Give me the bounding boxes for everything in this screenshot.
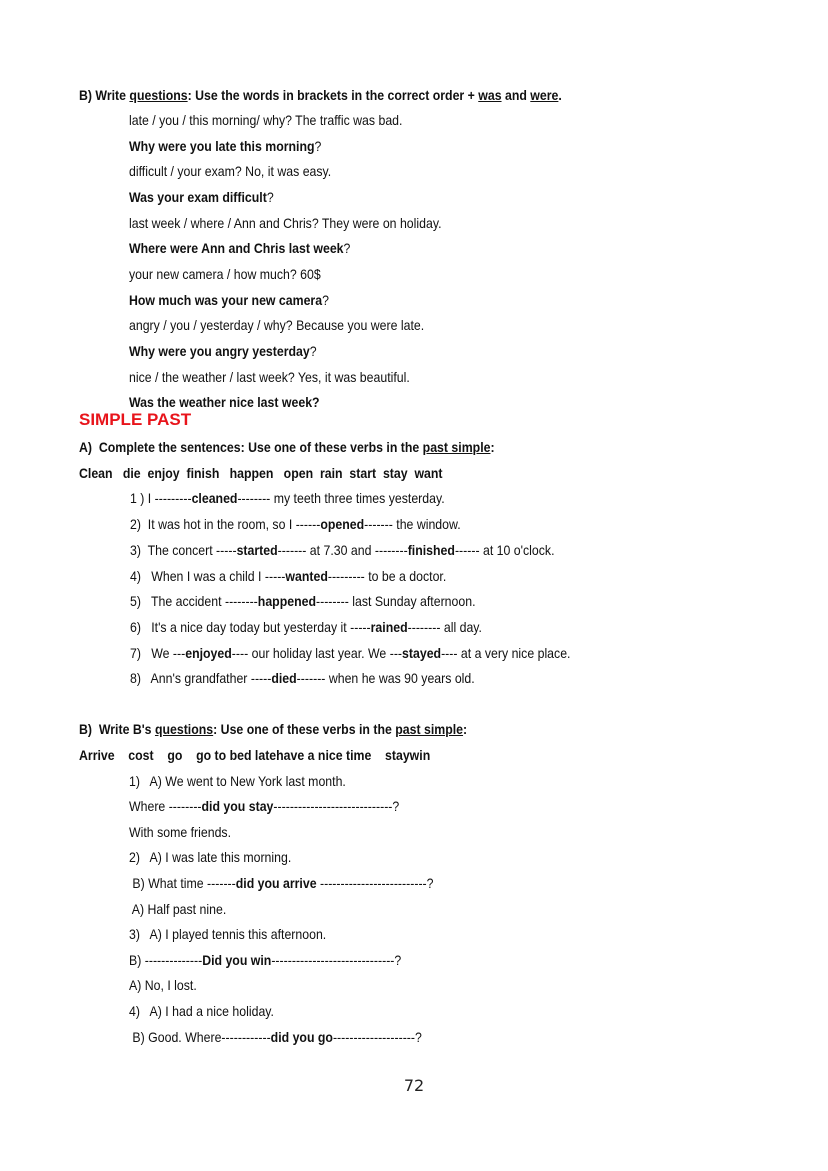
exercise-item: 7) We ---enjoyed---- our holiday last year. We ---stayed---- at a very nice place. [130, 645, 571, 661]
exercise-item: 1 ) I ---------cleaned-------- my teeth three times yesterday. [130, 490, 445, 506]
exercise-item: 5) The accident --------happened-------- last Sunday afternoon. [130, 593, 476, 609]
section-a-heading: A) Complete the sentences: Use one of these verbs in the past simple: [79, 439, 495, 455]
answer-line: Where were Ann and Chris last week? [129, 240, 351, 256]
answer-line: Was the weather nice last week? [129, 394, 320, 410]
prompt-line: nice / the weather / last week? Yes, it was beautiful. [129, 369, 410, 385]
dialogue-line: 2) A) I was late this morning. [129, 849, 292, 865]
answer-line: Why were you angry yesterday? [129, 343, 317, 359]
prompt-line: last week / where / Ann and Chris? They were on holiday. [129, 215, 442, 231]
dialogue-line: B) What time -------did you arrive --------------------------? [129, 875, 434, 891]
section-title: SIMPLE PAST [79, 410, 192, 429]
page-number: 72 [403, 1076, 425, 1095]
prompt-line: late / you / this morning/ why? The traffic was bad. [129, 112, 403, 128]
exercise-item: 8) Ann's grandfather -----died------- when he was 90 years old. [130, 670, 475, 686]
word-bank: Arrive cost go go to bed latehave a nice time staywin [79, 747, 431, 763]
exercise-item: 3) The concert -----started------- at 7.30 and --------finished------ at 10 o'clock. [130, 542, 555, 558]
exercise-item: 2) It was hot in the room, so I ------opened------- the window. [130, 516, 461, 532]
prompt-line: angry / you / yesterday / why? Because you were late. [129, 317, 425, 333]
dialogue-line: B) --------------Did you win------------------------------? [129, 952, 402, 968]
dialogue-line: A) No, I lost. [129, 977, 197, 993]
dialogue-line: A) Half past nine. [129, 901, 227, 917]
dialogue-line: 4) A) I had a nice holiday. [129, 1003, 274, 1019]
dialogue-line: Where --------did you stay-----------------------------? [129, 798, 400, 814]
exercise-item: 4) When I was a child I -----wanted--------- to be a doctor. [130, 568, 447, 584]
dialogue-line: B) Good. Where------------did you go--------------------? [129, 1029, 422, 1045]
word-bank: Clean die enjoy finish happen open rain start stay want [79, 465, 443, 481]
section-b1-heading: B) Write questions: Use the words in brackets in the correct order + was and were. [79, 87, 562, 103]
prompt-line: your new camera / how much? 60$ [129, 266, 321, 282]
prompt-line: difficult / your exam? No, it was easy. [129, 163, 332, 179]
dialogue-line: 3) A) I played tennis this afternoon. [129, 926, 327, 942]
dialogue-line: With some friends. [129, 824, 232, 840]
answer-line: Was your exam difficult? [129, 189, 274, 205]
dialogue-line: 1) A) We went to New York last month. [129, 773, 346, 789]
exercise-item: 6) It's a nice day today but yesterday it -----rained-------- all day. [130, 619, 482, 635]
answer-line: How much was your new camera? [129, 292, 329, 308]
section-b2-heading: B) Write B's questions: Use one of these verbs in the past simple: [79, 721, 468, 737]
answer-line: Why were you late this morning? [129, 138, 322, 154]
